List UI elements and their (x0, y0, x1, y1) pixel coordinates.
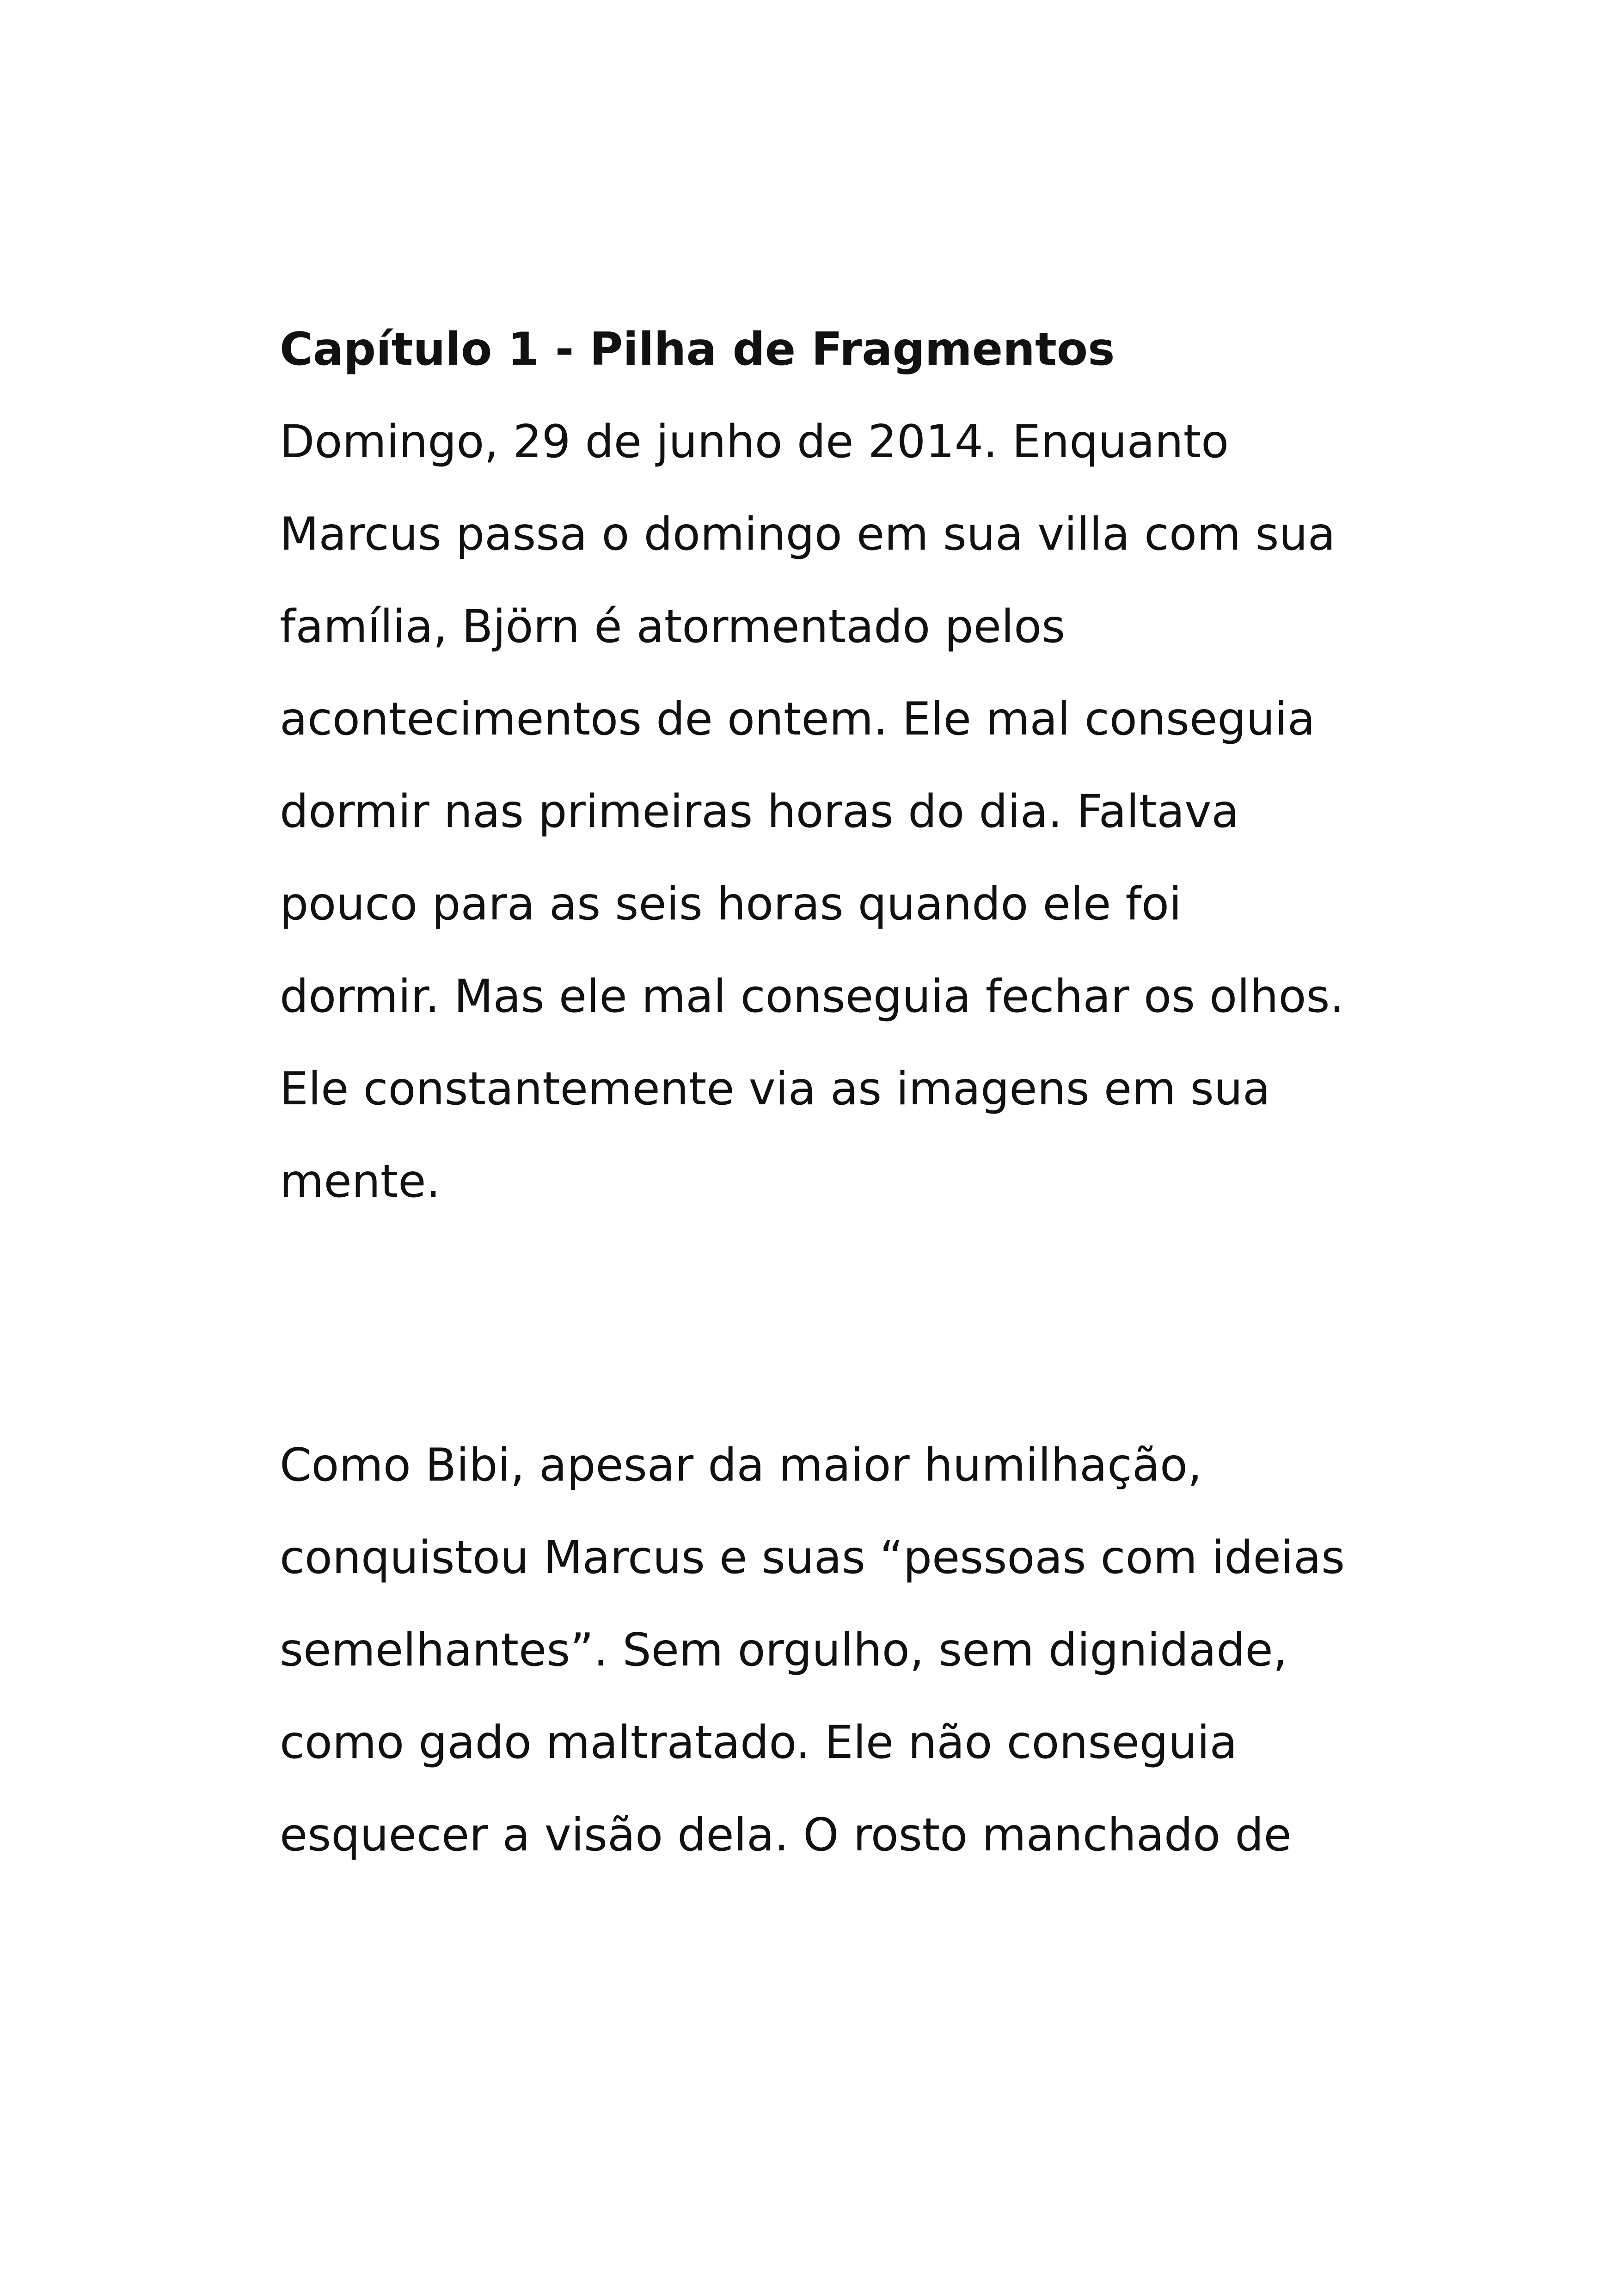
paragraph-line: semelhantes”. Sem orgulho, sem dignidade, (280, 1624, 1287, 1677)
paragraph-line: acontecimentos de ontem. Ele mal conseguia (280, 693, 1315, 746)
paragraph-line: mente. (280, 1155, 441, 1208)
paragraph-line: esquecer a visão dela. O rosto manchado de (280, 1809, 1292, 1861)
chapter-title-text: Capítulo 1 - Pilha de Fragmentos (280, 323, 1115, 376)
paragraph-1 (280, 396, 1389, 1228)
paragraph-line: Marcus passa o domingo em sua villa com sua (280, 508, 1336, 561)
paragraph-line: conquistou Marcus e suas “pessoas com ideias (280, 1531, 1345, 1584)
paragraph-2 (280, 1419, 1389, 1881)
paragraph-line: Ele constantemente via as imagens em sua (280, 1063, 1271, 1115)
chapter-title (280, 303, 1389, 396)
paragraph-line: dormir nas primeiras horas do dia. Faltava (280, 785, 1239, 838)
paragraph-line: família, Björn é atormentado pelos (280, 600, 1066, 653)
paragraph-line: como gado maltratado. Ele não conseguia (280, 1716, 1238, 1769)
paragraph-line: dormir. Mas ele mal conseguia fechar os olhos. (280, 970, 1344, 1023)
paragraph-line: pouco para as seis horas quando ele foi (280, 878, 1182, 931)
paragraph-line: Domingo, 29 de junho de 2014. Enquanto (280, 416, 1229, 468)
paragraph-line: Como Bibi, apesar da maior humilhação, (280, 1439, 1202, 1492)
